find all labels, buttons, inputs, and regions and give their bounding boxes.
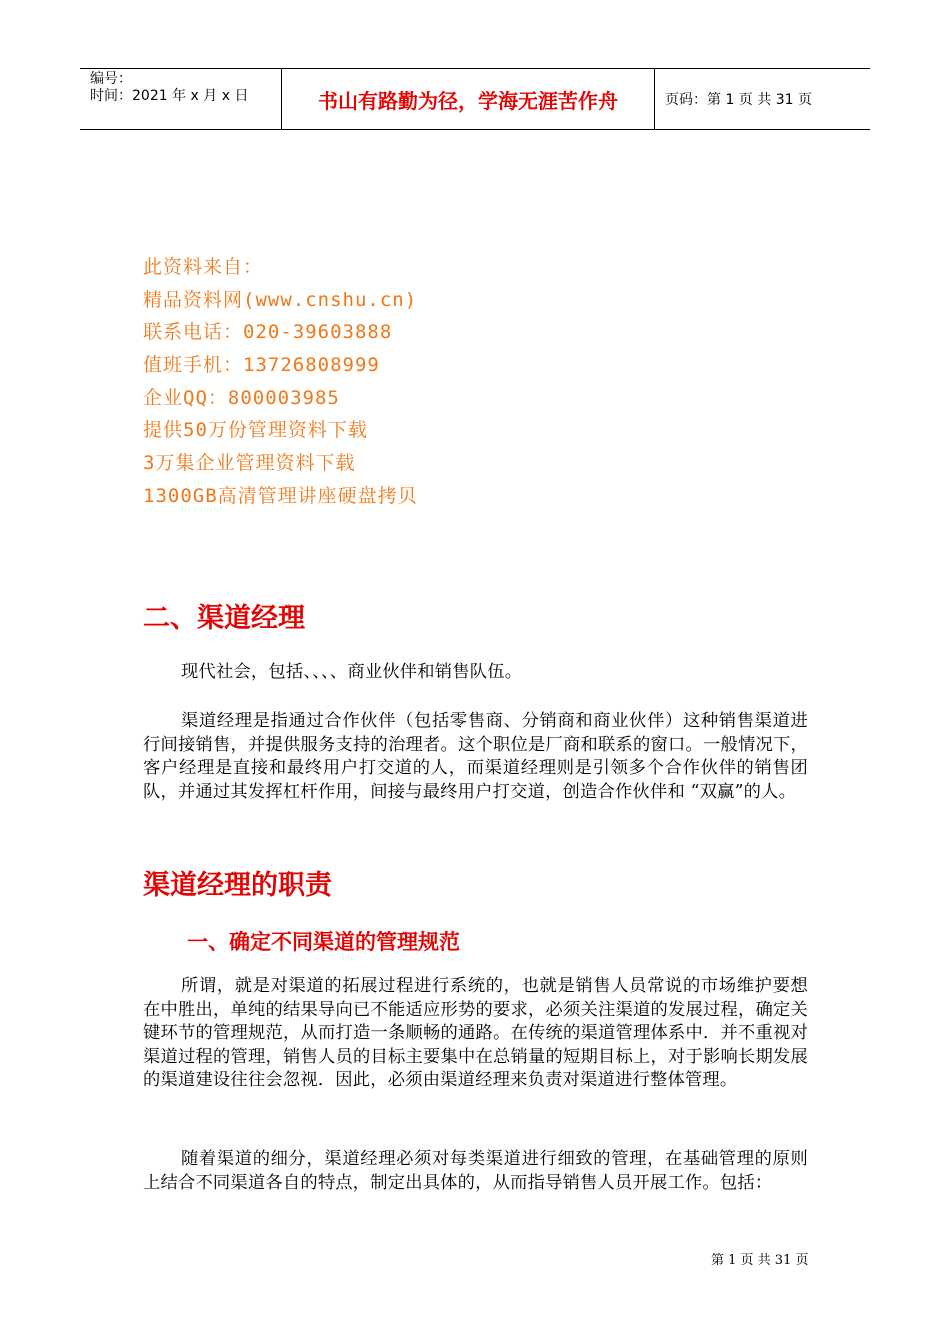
source-info-line: 此资料来自： <box>143 256 264 278</box>
header-page-info: 页码：第 1 页 共 31 页 <box>665 92 812 108</box>
source-info-line: 值班手机：13726808999 <box>143 354 380 377</box>
section-title: 二、渠道经理 <box>143 603 305 634</box>
source-info-line: 企业QQ：800003985 <box>143 386 340 409</box>
source-info-line: 联系电话：020-39603888 <box>143 321 393 344</box>
header-motto-cell <box>282 69 655 129</box>
document-number-label: 编号： <box>90 71 132 87</box>
source-website-link[interactable]: 精品资料网(www.cnshu.cn) <box>143 288 418 311</box>
header-motto: 书山有路勤为径，学海无涯苦作舟 <box>318 88 618 113</box>
source-info-block <box>143 251 418 513</box>
header-page-cell <box>655 69 870 129</box>
duty-1-paragraph-1: 所谓，就是对渠道的拓展过程进行系统的，也就是销售人员常说的市场维护要想在中胜出，单纯的结果导向已不能适应形势的要求，必须关注渠道的发展过程，确定关键环节的管理规范，从而打造一条顺畅的通路。在传统的渠道管理体系中．并不重视对渠道过程的管理，销售人员的目标主要集中在总销量的短期目标上，对于影响长期发展的渠道建设往往会忽视．因此，必须由渠道经理来负责对渠道进行整体管理。 <box>143 976 808 1090</box>
source-info-line: 3万集企业管理资料下载 <box>143 452 356 475</box>
page-footer: 第 1 页 共 31 页 <box>711 1253 809 1268</box>
duty-1-paragraph-2: 随着渠道的细分，渠道经理必须对每类渠道进行细致的管理，在基础管理的原则上结合不同渠道各自的特点，制定出具体的，从而指导销售人员开展工作。包括： <box>143 1149 808 1193</box>
duty-1-heading: 一、确定不同渠道的管理规范 <box>187 930 460 954</box>
source-info-line: 提供50万份管理资料下载 <box>143 419 368 442</box>
page-header <box>80 68 870 130</box>
definition-paragraph: 渠道经理是指通过合作伙伴（包括零售商、分销商和商业伙伴）这种销售渠道进行间接销售，并提供服务支持的治理者。这个职位是厂商和联系的窗口。一般情况下，客户经理是直接和最终用户打交道的人，而渠道经理则是引领多个合作伙伴的销售团队，并通过其发挥杠杆作用，间接与最终用户打交道，创造合作伙伴和 “双赢”的人。 <box>143 711 808 802</box>
header-meta-cell <box>80 69 282 129</box>
document-time-label: 时间：2021 年 x 月 x 日 <box>90 88 249 104</box>
source-info-line: 1300GB高清管理讲座硬盘拷贝 <box>143 484 418 507</box>
intro-paragraph: 现代社会，包括、、、、商业伙伴和销售队伍。 <box>181 662 523 682</box>
duties-heading: 渠道经理的职责 <box>143 870 332 901</box>
